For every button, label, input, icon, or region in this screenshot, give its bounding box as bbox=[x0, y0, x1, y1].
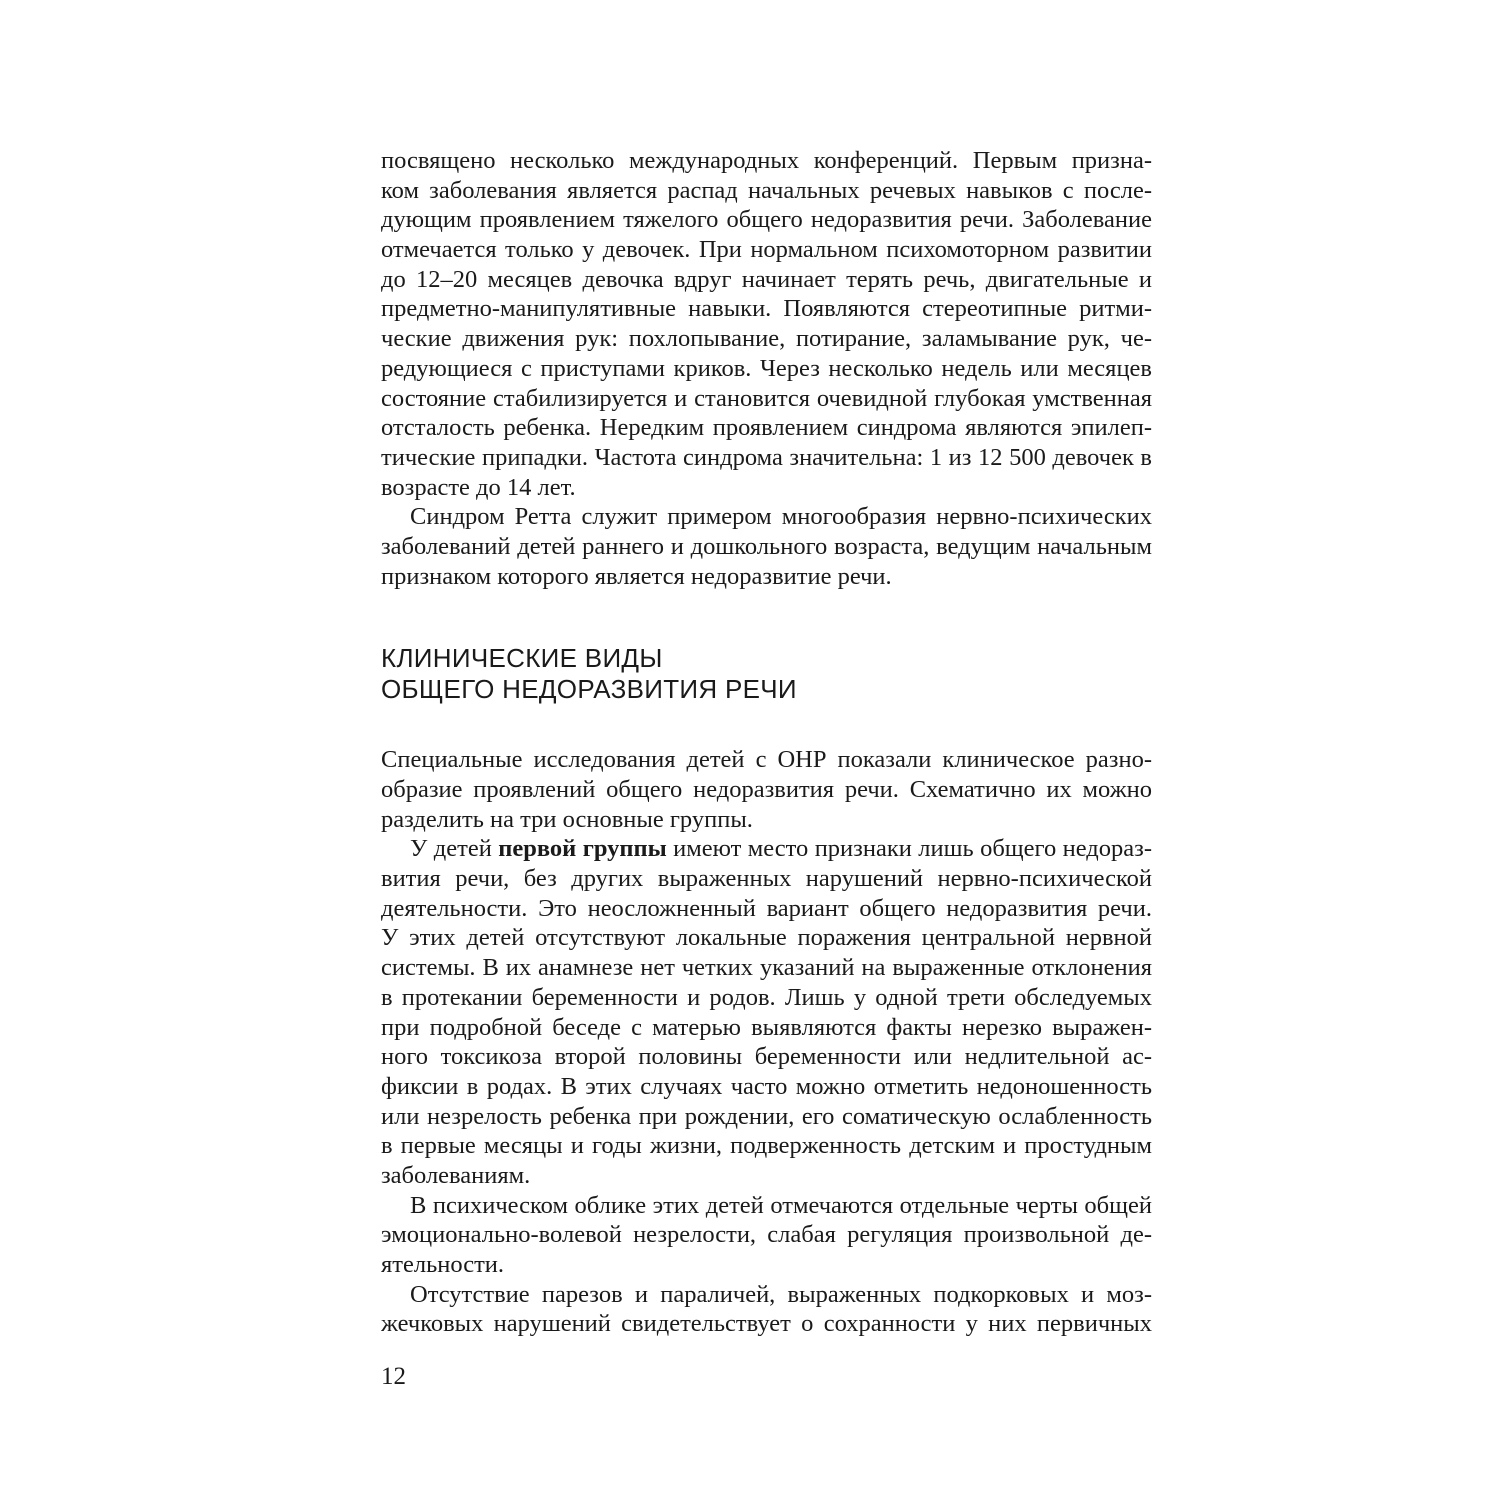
text-line: вития речи, без других выраженных нарушений нервно-психической bbox=[381, 865, 1152, 893]
paragraph-first-group bbox=[381, 834, 1152, 1190]
text-line: образие проявлений общего недоразвития речи. Схематично их можно bbox=[381, 776, 1152, 803]
text-line: при подробной беседе с матерью выявляются факты нерезко выражен- bbox=[381, 1013, 1152, 1041]
text-line: жечковых нарушений свидетельствует о сохранности у них первичных bbox=[381, 1310, 1152, 1338]
text-line: деятельности. Это неосложненный вариант общего недоразвития речи. bbox=[381, 894, 1152, 922]
text-line: Специальные исследования детей с ОНР показали клиническое разно- bbox=[381, 746, 1152, 774]
text-fragment: У детей bbox=[410, 835, 499, 863]
text-line: или незрелость ребенка при рождении, его соматическую ослабленность bbox=[381, 1102, 1152, 1130]
text-line: в протекании беременности и родов. Лишь у одной трети обследуемых bbox=[381, 983, 1152, 1011]
text-line: в первые месяцы и годы жизни, подверженность детским и простудным bbox=[381, 1132, 1152, 1160]
text-line: Отсутствие парезов и параличей, выраженных подкорковых и моз- bbox=[410, 1280, 1152, 1308]
bold-term: первой группы bbox=[498, 835, 667, 863]
text-line: заболеваний детей раннего и дошкольного возраста, ведущим начальным bbox=[381, 532, 1152, 560]
paragraph-intro bbox=[381, 745, 1152, 834]
page-number: 12 bbox=[381, 1363, 406, 1390]
text-line: дующим проявлением тяжелого общего недоразвития речи. Заболевание bbox=[381, 206, 1152, 234]
heading-line: КЛИНИЧЕСКИЕ ВИДЫ bbox=[381, 643, 663, 674]
text-line bbox=[381, 834, 1152, 864]
text-line: Синдром Ретта служит примером многообразия нервно-психических bbox=[410, 503, 1152, 531]
text-line: предметно-манипулятивные навыки. Появляются стереотипные ритми- bbox=[381, 295, 1152, 323]
paragraph-rett-example bbox=[381, 502, 1152, 591]
text-line: ческие движения рук: похлопывание, потирание, заламывание рук, че- bbox=[381, 325, 1152, 353]
text-line: эмоционально-волевой незрелости, слабая регуляция произвольной де- bbox=[381, 1221, 1152, 1249]
paragraph-psychic-profile bbox=[381, 1191, 1152, 1280]
page-body bbox=[381, 146, 1152, 1339]
text-line: возрасте до 14 лет. bbox=[381, 473, 576, 501]
text-line: признаком которого является недоразвитие речи. bbox=[381, 562, 892, 590]
text-line: состояние стабилизируется и становится очевидной глубокая умственная bbox=[381, 384, 1152, 412]
text-line: ного токсикоза второй половины беременности или недлительной ас- bbox=[381, 1043, 1152, 1071]
text-line: разделить на три основные группы. bbox=[381, 805, 753, 833]
text-line: посвящено несколько международных конференций. Первым призна- bbox=[381, 147, 1152, 174]
text-fragment: имеют место признаки лишь общего недораз- bbox=[666, 835, 1152, 863]
text-line: тические припадки. Частота синдрома значительна: 1 из 12 500 девочек в bbox=[381, 443, 1152, 471]
text-line: отмечается только у девочек. При нормальном психомоторном развитии bbox=[381, 236, 1152, 264]
paragraph-rett-description bbox=[381, 146, 1152, 502]
paragraph-paresis bbox=[381, 1280, 1152, 1339]
text-line: редующиеся с приступами криков. Через несколько недель или месяцев bbox=[381, 354, 1152, 382]
text-line: отсталость ребенка. Нередким проявлением синдрома являются эпилеп- bbox=[381, 414, 1152, 442]
text-line: системы. В их анамнезе нет четких указаний на выраженные отклонения bbox=[381, 954, 1152, 982]
text-line: фиксии в родах. В этих случаях часто можно отметить недоношенность bbox=[381, 1072, 1152, 1100]
text-line: заболеваниям. bbox=[381, 1161, 531, 1189]
text-line: ятельности. bbox=[381, 1251, 505, 1278]
heading-line: ОБЩЕГО НЕДОРАЗВИТИЯ РЕЧИ bbox=[381, 674, 797, 705]
text-line: У этих детей отсутствуют локальные поражения центральной нервной bbox=[381, 924, 1152, 952]
section-heading bbox=[381, 643, 1152, 705]
text-line: В психическом облике этих детей отмечаются отдельные черты общей bbox=[410, 1191, 1152, 1219]
text-line: ком заболевания является распад начальных речевых навыков с после- bbox=[381, 176, 1152, 204]
text-line: до 12–20 месяцев девочка вдруг начинает терять речь, двигательные и bbox=[381, 265, 1152, 293]
